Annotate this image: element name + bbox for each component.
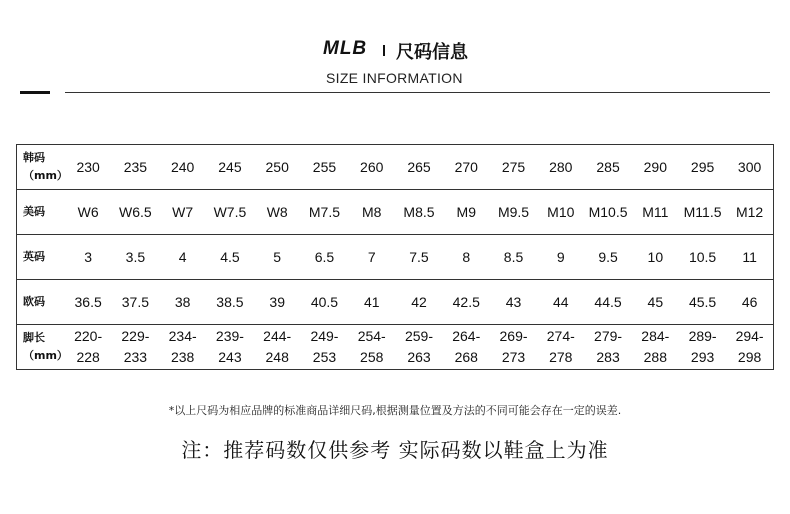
range-start: 244- — [263, 328, 292, 344]
size-cell: 4.5 — [206, 235, 253, 280]
size-cell — [537, 325, 584, 370]
size-cell: 10.5 — [679, 235, 726, 280]
size-cell — [490, 325, 537, 370]
size-cell: 5 — [254, 235, 301, 280]
size-cell: 235 — [112, 145, 159, 190]
range-end: 248 — [265, 349, 289, 365]
size-cell: 42.5 — [443, 280, 490, 325]
size-cell: 36.5 — [65, 280, 112, 325]
size-cell: 8.5 — [490, 235, 537, 280]
size-cell: W7.5 — [206, 190, 253, 235]
row-label-main: 脚长 — [23, 331, 45, 344]
size-cell — [112, 325, 159, 370]
range-end: 263 — [407, 349, 431, 365]
range-end: 238 — [170, 349, 195, 365]
range-end: 283 — [596, 349, 620, 365]
size-cell: 45 — [632, 280, 679, 325]
size-cell: M10.5 — [584, 190, 631, 235]
size-cell — [301, 325, 348, 370]
size-cell: 280 — [537, 145, 584, 190]
range-start: 254- — [357, 328, 386, 344]
row-label — [17, 235, 65, 280]
page-header — [0, 36, 790, 66]
size-cell: M11.5 — [679, 190, 726, 235]
size-row — [17, 235, 774, 280]
size-cell: M9.5 — [490, 190, 537, 235]
row-label — [17, 280, 65, 325]
size-cell: 37.5 — [112, 280, 159, 325]
size-cell: 38.5 — [206, 280, 253, 325]
size-cell: M9 — [443, 190, 490, 235]
row-label-unit: （mm） — [23, 349, 68, 362]
size-cell — [443, 325, 490, 370]
size-cell — [254, 325, 301, 370]
size-cell: 285 — [584, 145, 631, 190]
range-end: 278 — [549, 349, 573, 365]
size-cell: W7 — [159, 190, 206, 235]
size-cell: 250 — [254, 145, 301, 190]
size-cell: 10 — [632, 235, 679, 280]
row-label-unit: （mm） — [23, 169, 68, 182]
range-start: 274- — [546, 328, 575, 344]
range-start: 234- — [168, 328, 197, 344]
size-cell: M8 — [348, 190, 395, 235]
range-start: 229- — [121, 328, 150, 344]
size-cell — [65, 325, 112, 370]
size-cell: 40.5 — [301, 280, 348, 325]
size-cell: 9.5 — [584, 235, 631, 280]
size-cell: 245 — [206, 145, 253, 190]
size-cell: 240 — [159, 145, 206, 190]
size-cell: 6.5 — [301, 235, 348, 280]
row-label-main: 欧码 — [23, 295, 45, 308]
size-cell: 265 — [395, 145, 442, 190]
size-cell: 255 — [301, 145, 348, 190]
size-cell: 230 — [65, 145, 112, 190]
size-cell: 8 — [443, 235, 490, 280]
size-cell — [159, 325, 206, 370]
row-label-main: 美码 — [23, 205, 45, 218]
size-cell: M10 — [537, 190, 584, 235]
size-cell: 270 — [443, 145, 490, 190]
size-table — [16, 144, 774, 370]
size-cell: 43 — [490, 280, 537, 325]
size-cell: 45.5 — [679, 280, 726, 325]
header-accent-rule — [20, 91, 50, 94]
range-end: 298 — [737, 349, 762, 365]
recommendation-note: 注：推荐码数仅供参考 实际码数以鞋盒上为准 — [181, 438, 609, 462]
size-cell: 39 — [254, 280, 301, 325]
range-start: 294- — [735, 328, 764, 344]
size-cell: W8 — [254, 190, 301, 235]
range-end: 293 — [690, 349, 715, 365]
size-cell: W6 — [65, 190, 112, 235]
size-cell — [206, 325, 253, 370]
row-label-main: 韩码 — [23, 151, 45, 164]
size-cell: 3 — [65, 235, 112, 280]
range-end: 268 — [454, 349, 478, 365]
size-cell — [395, 325, 442, 370]
size-cell: 290 — [632, 145, 679, 190]
size-cell: 9 — [537, 235, 584, 280]
header-divider — [65, 92, 770, 93]
row-label — [17, 145, 68, 190]
size-row — [17, 325, 774, 370]
brand-logo: MLB — [323, 38, 368, 59]
range-start: 259- — [404, 328, 433, 344]
size-cell: 42 — [395, 280, 442, 325]
range-start: 249- — [310, 328, 339, 344]
size-cell: 260 — [348, 145, 395, 190]
range-end: 253 — [312, 349, 337, 365]
size-cell: 4 — [159, 235, 206, 280]
range-start: 264- — [452, 328, 481, 344]
row-label — [17, 325, 68, 370]
size-cell: 46 — [726, 280, 773, 325]
row-label-main: 英码 — [23, 250, 45, 263]
size-row — [17, 145, 774, 190]
range-end: 288 — [643, 349, 667, 365]
size-cell: 44.5 — [584, 280, 631, 325]
size-cell: 295 — [679, 145, 726, 190]
size-cell: M7.5 — [301, 190, 348, 235]
range-end: 233 — [123, 349, 148, 365]
size-cell: 275 — [490, 145, 537, 190]
size-cell: W6.5 — [112, 190, 159, 235]
brand-separator — [383, 45, 385, 56]
size-cell: M11 — [632, 190, 679, 235]
range-start: 279- — [594, 328, 623, 344]
size-cell: 300 — [726, 145, 773, 190]
size-cell — [348, 325, 395, 370]
size-cell: 7 — [348, 235, 395, 280]
range-start: 269- — [499, 328, 528, 344]
range-start: 289- — [688, 328, 717, 344]
size-cell: 11 — [726, 235, 773, 280]
page-subtitle: SIZE INFORMATION — [326, 70, 463, 86]
range-end: 228 — [76, 349, 100, 365]
size-cell — [584, 325, 631, 370]
range-end: 258 — [360, 349, 384, 365]
range-end: 243 — [218, 349, 242, 365]
size-cell: M12 — [726, 190, 773, 235]
range-start: 220- — [74, 328, 103, 344]
size-row — [17, 280, 774, 325]
size-cell — [679, 325, 726, 370]
range-start: 284- — [641, 328, 670, 344]
range-end: 273 — [501, 349, 526, 365]
size-cell — [632, 325, 679, 370]
row-label — [17, 190, 65, 235]
size-cell: 41 — [348, 280, 395, 325]
size-cell: 7.5 — [395, 235, 442, 280]
size-row — [17, 190, 774, 235]
size-cell: 3.5 — [112, 235, 159, 280]
size-cell — [726, 325, 773, 370]
page-title: 尺码信息 — [396, 42, 468, 63]
disclaimer-text: *以上尺码为相应品牌的标准商品详细尺码,根据测量位置及方法的不同可能会存在一定的误差. — [168, 404, 622, 417]
size-cell: 44 — [537, 280, 584, 325]
size-cell: M8.5 — [395, 190, 442, 235]
range-start: 239- — [215, 328, 244, 344]
size-cell: 38 — [159, 280, 206, 325]
